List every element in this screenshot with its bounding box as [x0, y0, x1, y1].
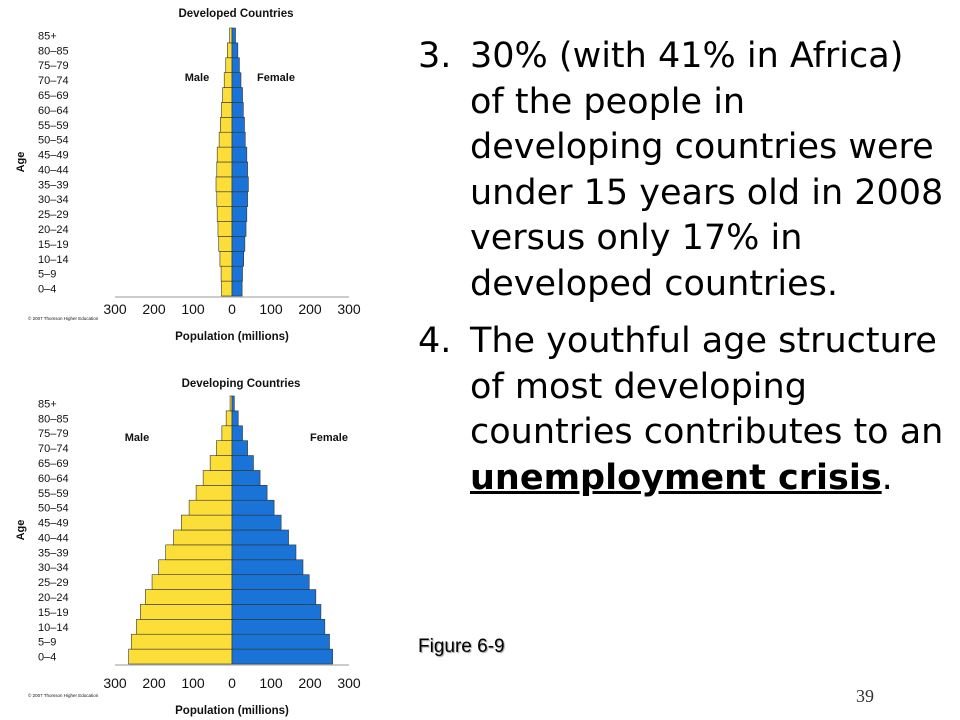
y-axis-label: Age	[15, 519, 27, 541]
female-label: Female	[310, 432, 348, 444]
age-label-5–9: 5–9	[38, 636, 57, 649]
female-bar-10–14	[232, 251, 244, 266]
male-bar-10–14	[136, 619, 232, 634]
chart-title: Developed Countries	[178, 8, 294, 20]
age-label-30–34: 30–34	[38, 562, 69, 575]
developed-countries-pyramid-svg	[0, 0, 380, 360]
female-bar-60–64	[232, 470, 260, 485]
age-label-70–74: 70–74	[38, 75, 69, 88]
point-3-text: 30% (with 41% in Africa) of the people in developing countries were under 15 years old in 2008 versus only 17% in developed countries.	[470, 36, 944, 304]
male-bar-15–19	[219, 236, 232, 251]
male-bar-70–74	[216, 441, 232, 456]
age-label-25–29: 25–29	[38, 577, 69, 590]
male-bar-45–49	[181, 515, 232, 530]
female-label: Female	[257, 72, 295, 84]
female-bar-20–24	[232, 590, 316, 605]
male-bar-60–64	[203, 470, 232, 485]
copyright-credit: © 2007 Thomson Higher Education	[28, 316, 99, 321]
x-tick-5: 200	[298, 675, 322, 691]
age-label-50–54: 50–54	[38, 502, 69, 515]
male-bar-5–9	[131, 634, 232, 649]
x-axis-label: Population (millions)	[175, 331, 289, 343]
age-label-20–24: 20–24	[38, 592, 69, 604]
male-bar-40–44	[217, 162, 232, 177]
male-bar-80–85	[227, 43, 232, 58]
female-bar-30–34	[232, 192, 248, 207]
x-tick-3: 0	[228, 675, 236, 691]
developing-countries-pyramid-svg	[0, 360, 380, 720]
age-label-25–29: 25–29	[38, 209, 69, 222]
female-bar-5–9	[232, 634, 330, 649]
male-bar-30–34	[217, 192, 232, 207]
age-label-55–59: 55–59	[38, 487, 69, 500]
male-bar-55–59	[220, 117, 232, 132]
age-label-65–69: 65–69	[38, 458, 69, 470]
age-label-10–14: 10–14	[38, 621, 69, 634]
male-bar-10–14	[220, 251, 232, 266]
x-tick-6: 300	[337, 301, 361, 317]
x-tick-3: 0	[228, 301, 236, 317]
male-bar-30–34	[159, 560, 232, 575]
male-bar-75–79	[226, 58, 232, 73]
x-tick-4: 100	[259, 675, 283, 691]
female-bar-40–44	[232, 530, 289, 545]
male-bar-75–79	[222, 426, 232, 441]
female-bar-65–69	[232, 88, 243, 103]
age-label-40–44: 40–44	[38, 164, 69, 177]
male-bar-35–39	[216, 177, 232, 192]
age-label-75–79: 75–79	[38, 60, 69, 73]
age-label-60–64: 60–64	[38, 104, 69, 117]
male-bar-65–69	[223, 88, 232, 103]
male-bar-0–4	[221, 281, 232, 296]
x-tick-1: 200	[142, 301, 166, 317]
age-label-85+: 85+	[38, 398, 57, 411]
male-bar-0–4	[129, 649, 232, 664]
male-bar-15–19	[140, 604, 232, 619]
female-bar-85+	[232, 28, 236, 43]
female-bar-55–59	[232, 485, 267, 500]
female-bar-15–19	[232, 604, 321, 619]
age-label-35–39: 35–39	[38, 179, 69, 192]
male-bar-50–54	[219, 132, 232, 147]
female-bar-20–24	[232, 222, 246, 237]
female-bar-75–79	[232, 426, 243, 441]
male-bar-20–24	[145, 590, 232, 605]
age-label-0–4: 0–4	[38, 651, 57, 664]
male-bar-60–64	[221, 102, 232, 117]
age-label-75–79: 75–79	[38, 428, 69, 441]
copyright-credit: © 2007 Thomson Higher Education	[28, 693, 99, 698]
female-bar-25–29	[232, 575, 309, 590]
y-axis-label: Age	[15, 151, 27, 173]
female-bar-80–85	[232, 43, 238, 58]
male-label: Male	[184, 72, 210, 84]
female-bar-70–74	[232, 441, 248, 456]
age-label-15–19: 15–19	[38, 238, 69, 251]
age-label-50–54: 50–54	[38, 134, 69, 147]
male-bar-25–29	[152, 575, 232, 590]
female-bar-60–64	[232, 102, 243, 117]
point-4-number: 4.	[418, 321, 452, 361]
page-number: 39	[856, 686, 874, 706]
point-3-number: 3.	[418, 36, 452, 76]
female-bar-25–29	[232, 207, 247, 222]
bullet-list	[418, 34, 948, 513]
developing-countries-pyramid	[0, 360, 380, 720]
female-bar-15–19	[232, 236, 245, 251]
male-bar-70–74	[224, 73, 232, 88]
female-bar-45–49	[232, 515, 281, 530]
female-bar-45–49	[232, 147, 247, 162]
male-bar-50–54	[189, 500, 232, 515]
male-bar-5–9	[221, 266, 232, 281]
chart-title: Developing Countries	[181, 378, 301, 390]
female-bar-80–85	[232, 411, 238, 426]
female-bar-35–39	[232, 545, 296, 560]
x-tick-0: 300	[103, 675, 127, 691]
point-4	[418, 319, 948, 501]
point-4-emphasis: unemployment crisis	[470, 457, 882, 498]
male-bar-20–24	[218, 222, 232, 237]
female-bar-35–39	[232, 177, 248, 192]
point-4-suffix: .	[881, 457, 893, 498]
male-label: Male	[124, 432, 150, 444]
female-bar-70–74	[232, 73, 241, 88]
x-tick-1: 200	[142, 675, 166, 691]
age-label-55–59: 55–59	[38, 119, 69, 132]
male-bar-45–49	[217, 147, 232, 162]
age-label-80–85: 80–85	[38, 413, 69, 426]
age-label-70–74: 70–74	[38, 443, 69, 456]
age-label-35–39: 35–39	[38, 547, 69, 560]
figure-label: Figure 6-9	[418, 636, 505, 657]
age-label-5–9: 5–9	[38, 268, 57, 281]
age-label-15–19: 15–19	[38, 606, 69, 619]
developed-countries-pyramid	[0, 0, 380, 360]
age-label-60–64: 60–64	[38, 472, 69, 485]
male-bar-65–69	[210, 456, 232, 471]
point-3	[418, 34, 948, 307]
male-bar-80–85	[226, 411, 232, 426]
point-4-body	[470, 319, 948, 501]
x-tick-5: 200	[298, 301, 322, 317]
age-label-30–34: 30–34	[38, 194, 69, 207]
age-label-85+: 85+	[38, 30, 57, 43]
female-bar-55–59	[232, 117, 244, 132]
age-label-20–24: 20–24	[38, 224, 69, 236]
x-tick-2: 100	[181, 301, 205, 317]
female-bar-50–54	[232, 500, 274, 515]
male-bar-35–39	[166, 545, 232, 560]
age-label-0–4: 0–4	[38, 283, 57, 296]
point-4-text: The youthful age structure of most developing countries contributes to an	[470, 321, 944, 452]
female-bar-5–9	[232, 266, 243, 281]
female-bar-40–44	[232, 162, 248, 177]
x-tick-2: 100	[181, 675, 205, 691]
age-label-10–14: 10–14	[38, 253, 69, 266]
female-bar-0–4	[232, 649, 333, 664]
female-bar-0–4	[232, 281, 242, 296]
male-bar-40–44	[174, 530, 233, 545]
age-label-80–85: 80–85	[38, 45, 69, 58]
male-bar-85+	[230, 28, 232, 43]
age-label-65–69: 65–69	[38, 90, 69, 102]
x-tick-0: 300	[103, 301, 127, 317]
female-bar-30–34	[232, 560, 303, 575]
female-bar-85+	[232, 396, 234, 411]
x-axis-label: Population (millions)	[175, 705, 289, 717]
age-label-40–44: 40–44	[38, 532, 69, 545]
male-bar-25–29	[217, 207, 232, 222]
x-tick-6: 300	[337, 675, 361, 691]
age-label-45–49: 45–49	[38, 149, 69, 162]
male-bar-55–59	[196, 485, 232, 500]
female-bar-50–54	[232, 132, 245, 147]
female-bar-65–69	[232, 456, 253, 471]
age-label-45–49: 45–49	[38, 517, 69, 530]
female-bar-75–79	[232, 58, 239, 73]
female-bar-10–14	[232, 619, 325, 634]
x-tick-4: 100	[259, 301, 283, 317]
